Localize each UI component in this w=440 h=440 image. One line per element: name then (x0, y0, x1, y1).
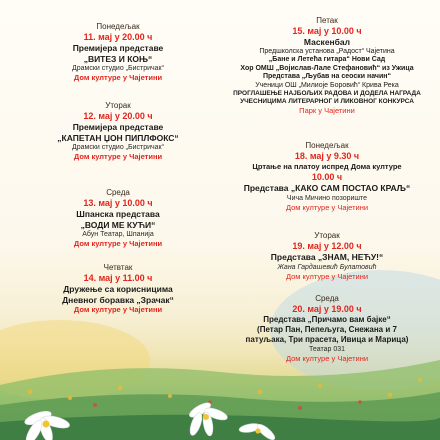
event-may-19 (222, 231, 432, 282)
event-participant-5: Ученици ОШ „Милиоје Боровић“ Крива Река (255, 81, 399, 89)
event-venue: Дом културе у Чајетини (73, 305, 163, 314)
event-day: Среда (106, 188, 130, 197)
event-activity: Цртање на платоу испред Дома културе (252, 162, 402, 171)
event-date: 19. мај у 12.00 ч (292, 241, 362, 251)
event-title-line1: Шпанска представа (76, 209, 160, 219)
event-title-line3: патуљака, Три прасета, Ивица и Марица) (245, 335, 409, 344)
event-venue: Дом културе у Чајетини (73, 73, 163, 82)
event-date: 18. мај у 9.30 ч (294, 151, 360, 161)
event-participant-1: Предшколска установа „Радост“ Чајетина (259, 47, 395, 55)
event-day: Петак (316, 16, 338, 25)
event-title-line1: Представа „Причамо вам бајке“ (263, 315, 391, 324)
event-may-18 (222, 141, 432, 213)
event-title: Представа „КАКО САМ ПОСТАО КРАЉ“ (243, 183, 411, 193)
event-performer: Драмски студио „Бистричак“ (72, 144, 164, 151)
event-title-line1: Дружење са корисницима (63, 284, 173, 294)
event-venue: Дом културе у Чајетини (285, 354, 369, 363)
event-may-12 (18, 101, 218, 162)
event-title-line1: Премијера представе (72, 43, 164, 53)
event-day: Понедељак (305, 141, 349, 150)
event-date: 15. мај у 10.00 ч (292, 26, 362, 36)
event-day: Четвтак (103, 263, 133, 272)
event-venue: Дом културе у Чајетини (73, 152, 163, 161)
event-date: 20. мај у 19.00 ч (292, 304, 362, 314)
event-title-line2: Дневног боравка „Зрачак“ (62, 294, 174, 305)
event-participant-4: Представа „Љубав на сеоски начин“ (262, 73, 392, 80)
event-day: Понедељак (96, 22, 140, 31)
event-venue: Дом културе у Чајетини (285, 202, 369, 212)
event-title: Представа „ЗНАМ, НЕЋУ!“ (270, 252, 384, 262)
event-title-line2: „ВИТЕЗ И КОЊ“ (83, 53, 153, 64)
event-day: Уторак (314, 231, 340, 240)
event-date: 12. мај у 20.00 ч (83, 111, 153, 121)
event-day: Уторак (105, 101, 131, 110)
event-may-11 (18, 22, 218, 83)
event-performer: Театар 031 (308, 346, 346, 353)
event-participant-2: „Бане и Летећа гитара“ Нови Сад (268, 56, 386, 63)
event-may-15 (222, 16, 432, 116)
event-performer: Абун Театар, Шпанија (82, 231, 154, 238)
event-participant-3: Хор ОМШ „Војислав-Лале Стефановић“ из Ужица (240, 64, 414, 72)
event-date: 13. мај у 10.00 ч (83, 198, 153, 208)
event-day: Среда (315, 294, 339, 303)
event-performer: Драмски студио „Бистричак“ (72, 65, 164, 72)
event-title-line2: (Петар Пан, Пепељуга, Снежана и 7 (257, 325, 397, 334)
event-venue: Дом културе у Чајетини (285, 271, 369, 281)
event-performer: Жана Гардашевић Булатовић (277, 263, 377, 271)
awards-announcement-line1: ПРОГЛАШЕЊЕ НАЈБОЉИХ РАДОВА И ДОДЕЛА НАГРАДА (233, 90, 421, 97)
event-title: Маскенбал (303, 37, 351, 47)
event-venue: Дом културе у Чајетини (73, 239, 163, 248)
awards-announcement-line2: УЧЕСНИЦИМА ЛИТЕРАРНОГ И ЛИКОВНОГ КОНКУРСА (240, 98, 414, 105)
event-venue: Парк у Чајетини (299, 106, 355, 115)
event-performer: Чича Мичино позориште (286, 194, 368, 202)
event-may-20 (222, 294, 432, 364)
event-may-14 (18, 263, 218, 315)
event-time-2: 10.00 ч (311, 172, 343, 182)
event-title-line1: Премијера представе (72, 122, 164, 132)
event-title-line2: „ВОДИ МЕ КУЋИ“ (80, 219, 156, 230)
event-title-line2: „КАПЕТАН ЏОН ПИПЛФОКС“ (57, 132, 179, 143)
event-date: 14. мај у 11.00 ч (83, 273, 153, 283)
event-date: 11. мај у 20.00 ч (83, 32, 153, 42)
event-may-13 (18, 188, 218, 249)
